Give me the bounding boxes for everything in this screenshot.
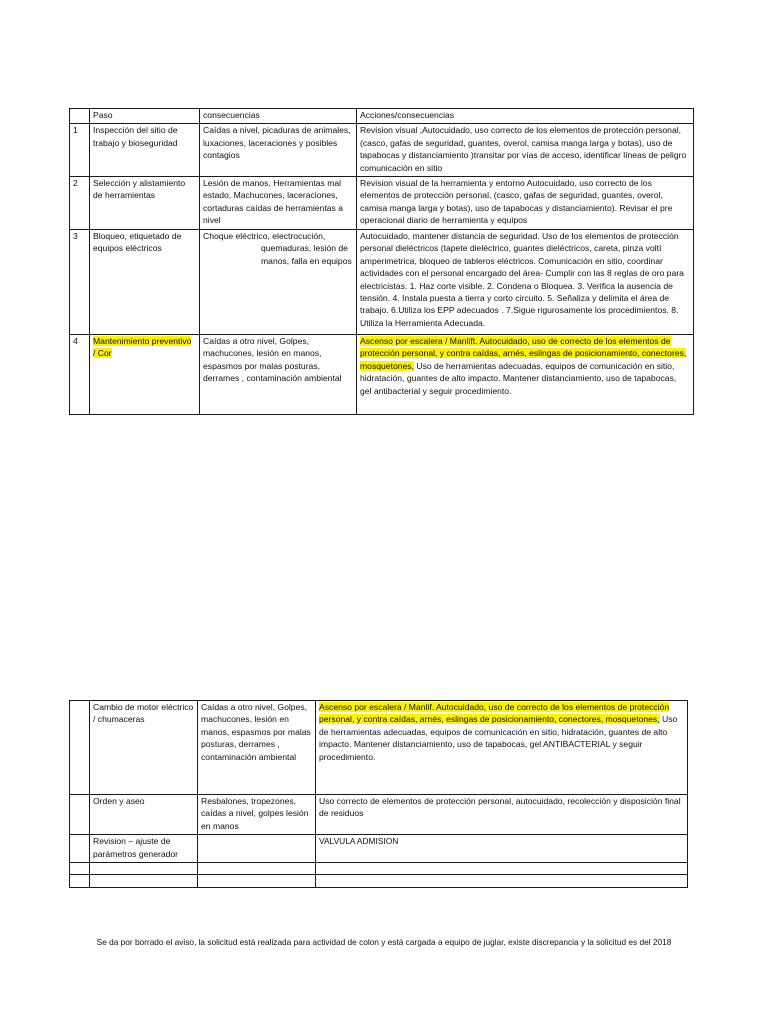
- empty-cell: [70, 875, 90, 888]
- row-acciones: [316, 701, 688, 795]
- header-acciones: Acciones/consecuencias: [357, 109, 694, 124]
- row-acciones: Revision visual de la herramienta y entorno Autocuidado, uso correcto de los elementos de protección personal, (casco, gafas de seguridad, guantes, overol, camisa manga larga y botas), uso de tapabocas y distanciamiento). Revisar el pre operacional diario de herramienta y equipos: [357, 177, 694, 230]
- empty-cell: [316, 875, 688, 888]
- table-row: [70, 795, 688, 835]
- row-number: [70, 701, 90, 795]
- row-paso: Orden y aseo: [90, 795, 198, 835]
- header-num: [70, 109, 90, 124]
- table-row: [70, 701, 688, 795]
- table-header-row: [70, 109, 694, 124]
- row-acciones: Uso correcto de elementos de protección personal, autocuidado, recolección y disposición final de residuos: [316, 795, 688, 835]
- row-paso: Revision – ajuste de parámetros generador: [90, 835, 198, 863]
- acciones-rest: Uso de herramientas adecuadas, equipos de comunicación en sitio, hidratación, guantes de alto impacto. Mantener distanciamiento, uso de tapabocas, gel antibacterial y seguir procedimiento.: [360, 360, 677, 396]
- highlighted-acciones: Ascenso por escalera / Manlif. Autocuidado, uso de correcto de los elementos de protección personal, y contra caídas, arnés, eslingas de posicionamiento, conectores, mosquetones,: [319, 702, 670, 725]
- row-acciones: Revision visual ,Autocuidado, uso correcto de los elementos de protección personal, (casco, gafas de seguridad, guantes, overol, camisa manga larga y botas), uso de tapabocas y distanciamiento )transitar por vías de acceso, identificar líneas de peligro comunicación en sitio: [357, 124, 694, 177]
- footer-note: Se da por borrado el aviso, la solicitud está realizada para actividad de colon y está cargada a equipo de juglar, existe discrepancia y la solicitud es del 2018: [96, 937, 672, 947]
- table-row: [70, 875, 688, 888]
- empty-cell: [90, 863, 198, 875]
- row-paso: [90, 335, 200, 415]
- table-row: [70, 835, 688, 863]
- row-acciones: VALVULA ADMISION: [316, 835, 688, 863]
- empty-cell: [70, 863, 90, 875]
- header-consecuencias: consecuencias: [200, 109, 357, 124]
- row-paso: Selección y alistamiento de herramientas: [90, 177, 200, 230]
- consecuencias-line-2: quemaduras, lesión de manos, falla en equipos: [261, 243, 352, 266]
- row-consecuencias: Caídas a nivel, picaduras de animales, luxaciones, laceraciones y posibles contagios: [200, 124, 357, 177]
- table-row: [70, 124, 694, 177]
- row-number: 1: [70, 124, 90, 177]
- highlighted-paso: Mantenimiento preventivo / Cor: [93, 336, 192, 359]
- row-number: [70, 795, 90, 835]
- risk-table-2: [69, 700, 688, 888]
- row-paso: Bloqueo, etiquetado de equipos eléctricos: [90, 230, 200, 335]
- row-consecuencias: Lesión de manos, Herramientas mal estado, Machucones, laceraciones, cortaduras caídas de herramientas a nivel: [200, 177, 357, 230]
- risk-table-1: [69, 108, 694, 415]
- row-acciones: [357, 335, 694, 415]
- consecuencias-line-1: Choque eléctrico, electrocución,: [203, 231, 326, 242]
- row-paso: Cambio de motor eléctrico / chumaceras: [90, 701, 198, 795]
- table-row: [70, 335, 694, 415]
- acciones-rest: Uso de herramientas adecuadas, equipos de comunicación en sitio, hidratación, guantes de alto impacto. Mantener distanciamiento, uso de tapabocas, gel ANTIBACTERIAL y seguir procedimiento.: [319, 714, 678, 762]
- row-acciones: Autocuidado, mantener distancia de seguridad. Uso de los elementos de protección personal dieléctricos (tapete dieléctrico, guantes dieléctricos, careta, pinza voltí amperimetrica, bloqueo de tableros eléctricos. Comunicación en sitio, coordinar actividades con el personal encargado del área- Cumplir con las 8 reglas de oro para electricistas. 1. Haz corte visible. 2. Condena o Bloquea. 3. Verifica la ausencia de tensión. 4. Instala puesta a tierra y corto circuito. 5. Señaliza y delimita el área de trabajo. 6.Utiliza los EPP adecuados . 7.Sigue rigurosamente los procedimientos. 8. Utiliza la Herramienta Adecuada.: [357, 230, 694, 335]
- empty-cell: [198, 863, 316, 875]
- row-paso: Inspección del sitio de trabajo y bioseguridad: [90, 124, 200, 177]
- empty-cell: [90, 875, 198, 888]
- empty-cell: [316, 863, 688, 875]
- empty-cell: [198, 875, 316, 888]
- table-row: [70, 863, 688, 875]
- highlighted-acciones: Ascenso por escalera / Manlift. Autocuidado, uso de correcto de los elementos de protección personal, y contra caídas, arnés, eslingas de posicionamiento, conectores, mosquetones,: [360, 336, 687, 371]
- row-consecuencias: Caídas a otro nivel, Golpes, machucones, lesión en manos, espasmos por malas posturas, derrames , contaminación ambiental: [198, 701, 316, 795]
- row-consecuencias: Caídas a otro nivel, Golpes, machucones, lesión en manos, espasmos por malas posturas, derrames , contaminación ambiental: [200, 335, 357, 415]
- table-row: [70, 230, 694, 335]
- header-paso: Paso: [90, 109, 200, 124]
- row-consecuencias: [198, 835, 316, 863]
- row-consecuencias: [200, 230, 357, 335]
- row-number: 4: [70, 335, 90, 415]
- row-consecuencias: Resbalones, tropezones, caídas a nivel, golpes lesión en manos: [198, 795, 316, 835]
- row-number: [70, 835, 90, 863]
- row-number: 3: [70, 230, 90, 335]
- row-number: 2: [70, 177, 90, 230]
- table-row: [70, 177, 694, 230]
